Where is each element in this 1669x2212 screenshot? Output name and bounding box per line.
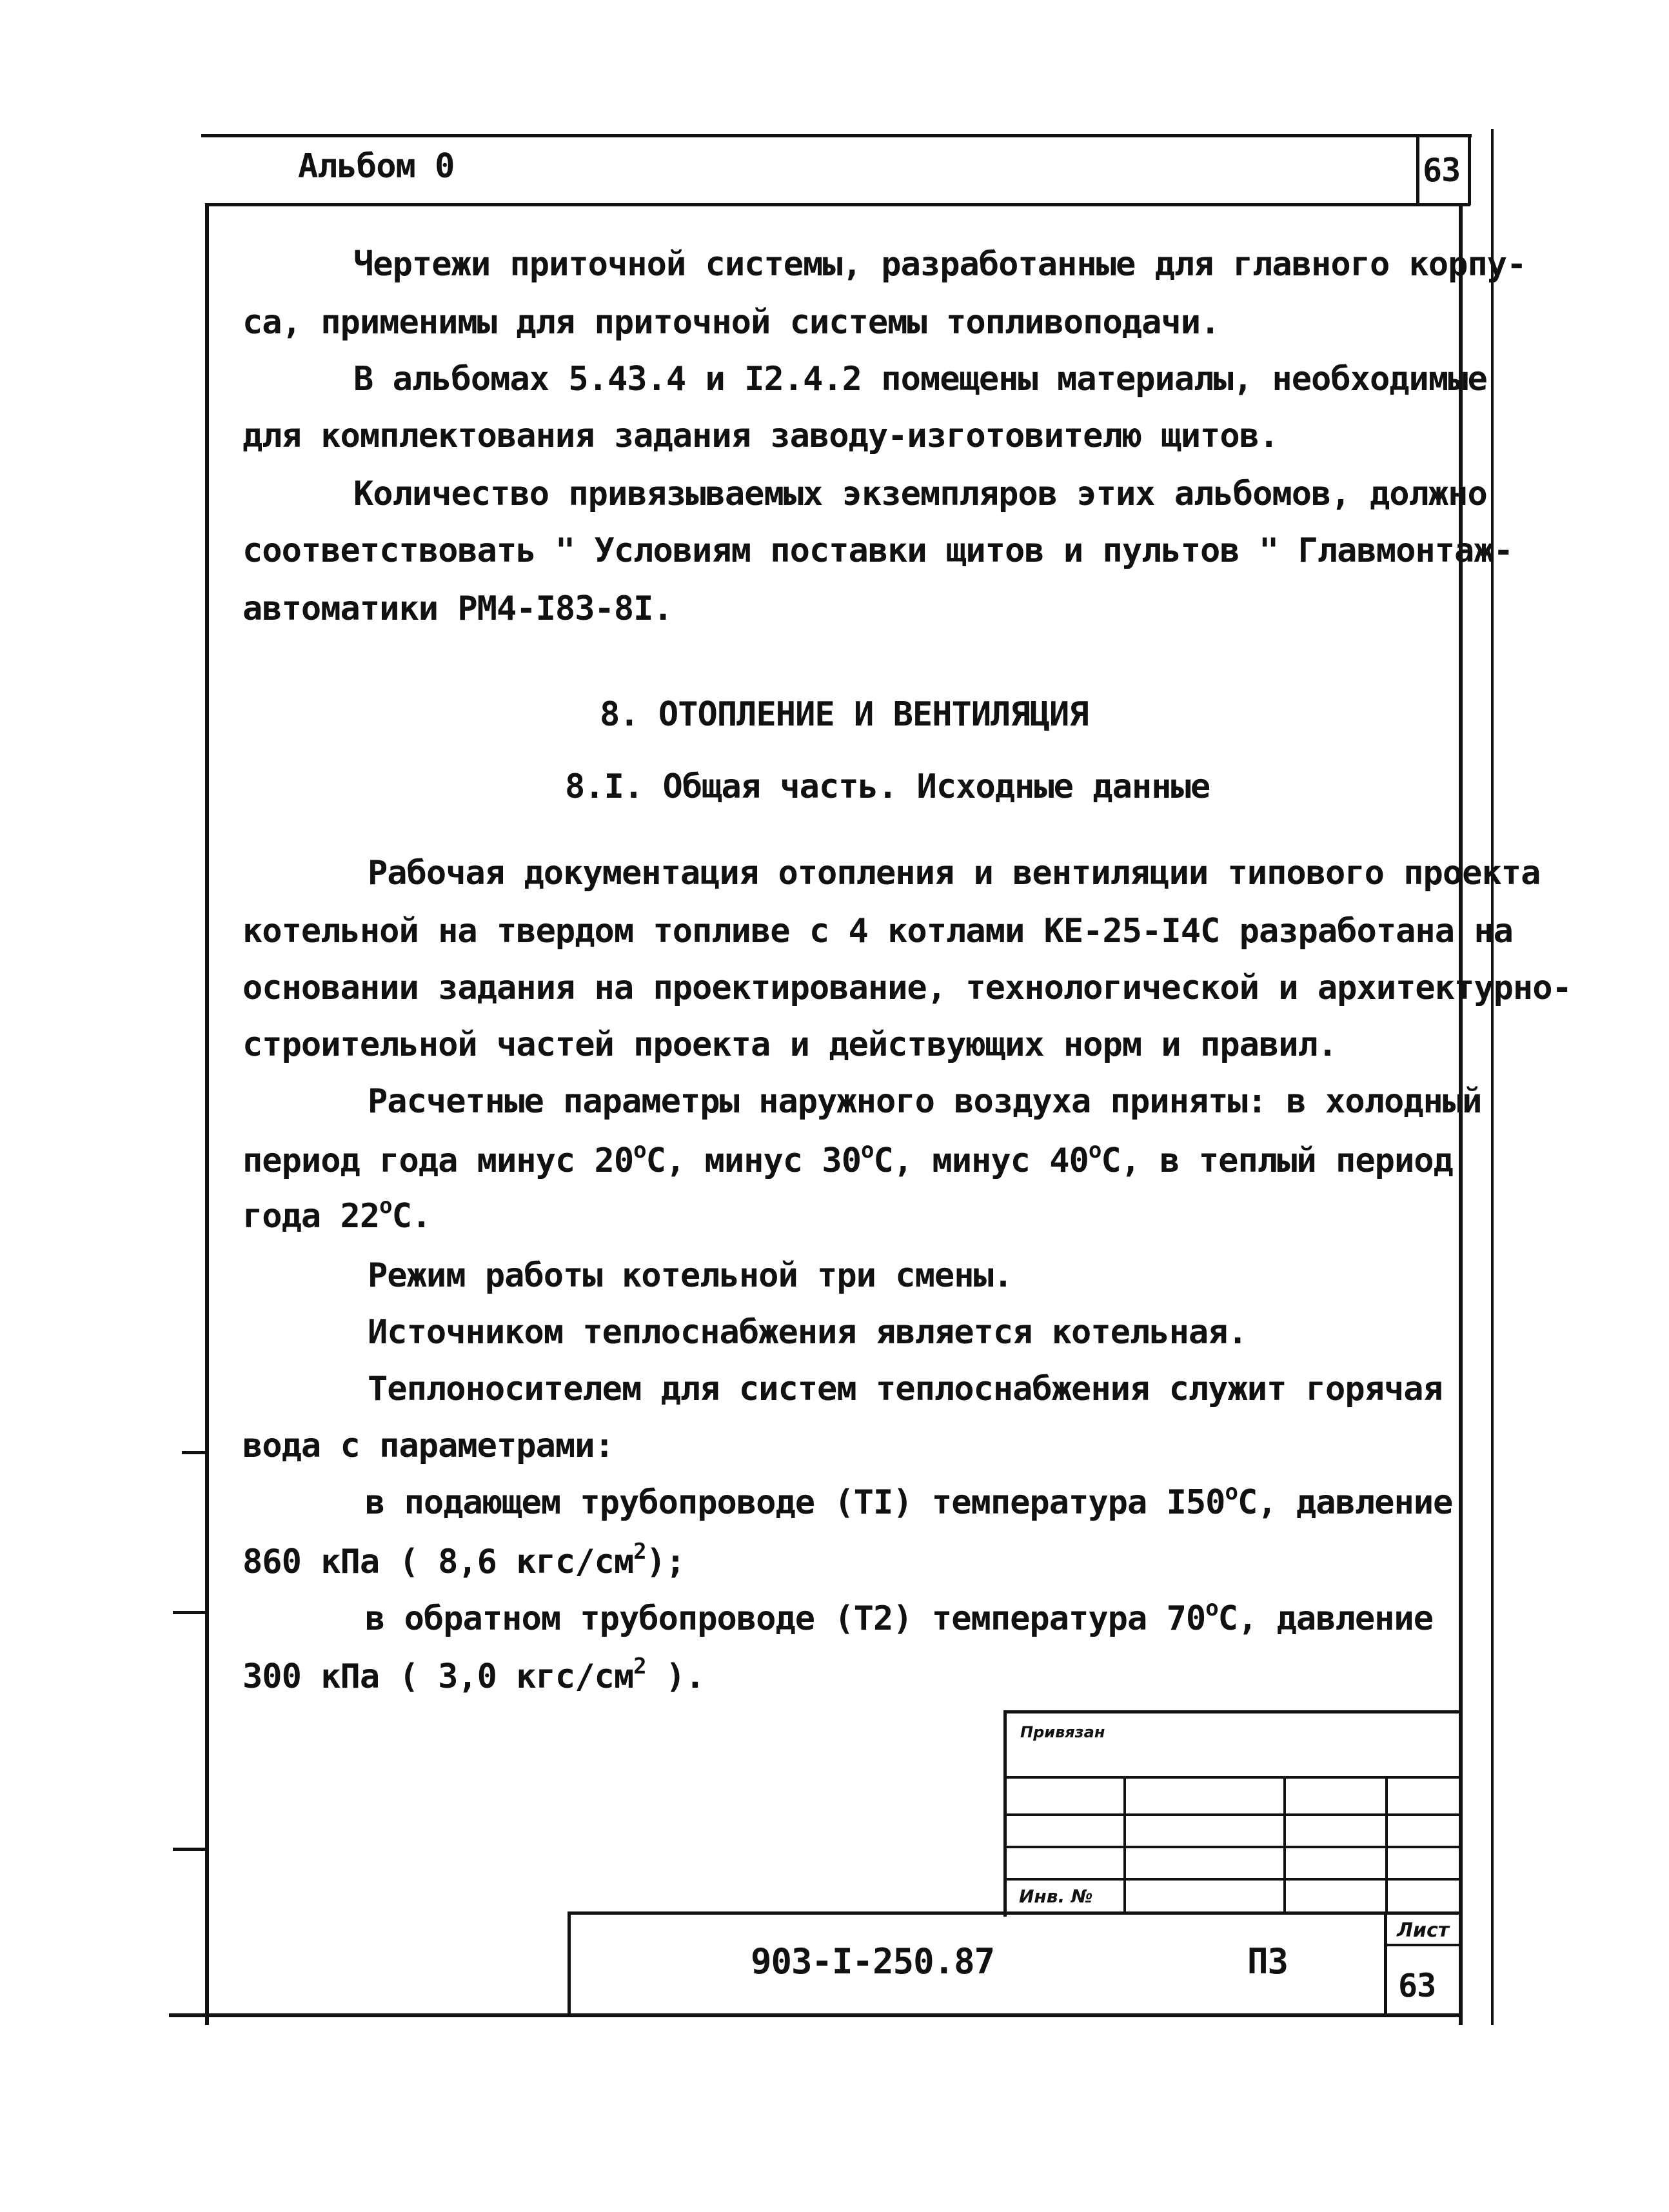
squared-sign: 2: [633, 1539, 646, 1565]
p8-line2: вода с параметрами:: [242, 1427, 614, 1465]
stamp-inv-no: Инв. №: [1019, 1886, 1093, 1907]
sheet-label: Лист: [1397, 1919, 1450, 1942]
degree-sign: о: [379, 1193, 392, 1219]
stamp-vline: [1283, 1776, 1286, 1913]
p2-line2: для комплектования задания заводу-изготовителю щитов.: [242, 417, 1279, 455]
p1-line2: са, применимы для приточной системы топливоподачи.: [242, 303, 1220, 342]
p4-line3: основании задания на проектирование, технологической и архитектурно-: [242, 969, 1572, 1007]
p9-line2: 860 кПа ( 8,6 кгс/$см^2$);: [242, 1539, 686, 1581]
section-title: 8. ОТОПЛЕНИЕ И ВЕНТИЛЯЦИЯ: [600, 695, 1089, 734]
p2-line1: В альбомах 5.43.4 и I2.4.2 помещены материалы, необходимые: [353, 360, 1487, 399]
margin-tick: [182, 1451, 206, 1454]
frame-left: [205, 203, 209, 2025]
page-box-right: [1468, 134, 1471, 205]
stamp-privyazan: Привязан: [1020, 1723, 1105, 1741]
subsection-title: 8.I. Общая часть. Исходные данные: [565, 767, 1210, 806]
p3-line2: соответствовать " Условиям поставки щитов и пультов " Главмонтаж-: [242, 531, 1513, 570]
frame-bottom: [169, 2013, 1461, 2017]
doc-code: 903-I-250.87: [751, 1941, 995, 1982]
degree-sign: о: [1205, 1595, 1218, 1621]
degree-sign: о: [1088, 1138, 1101, 1163]
stamp-hline: [1003, 1776, 1461, 1779]
frame-top: [206, 203, 1470, 206]
p10-line1: в обратном трубопроводе (Т2) температура $70^оС$, давление: [365, 1595, 1434, 1638]
title-block-left: [568, 1911, 571, 2016]
squared-sign: 2: [633, 1654, 646, 1679]
p5-line1: Расчетные параметры наружного воздуха приняты: в холодный: [368, 1082, 1482, 1121]
stamp-vline: [1123, 1776, 1126, 1913]
page-number: 63: [1423, 152, 1461, 189]
sheet-number: 63: [1398, 1967, 1436, 2004]
top-rule: [201, 134, 1472, 137]
p5-line2: период года минус $20^оС$, минус $30^оС$, минус $40^оС$, в теплый период: [242, 1138, 1453, 1180]
degree-sign: о: [861, 1138, 874, 1163]
p9-line1: в подающем трубопроводе (ТI) температура $I50^оС$, давление: [365, 1479, 1453, 1522]
p4-line4: строительной частей проекта и действующих норм и правил.: [242, 1025, 1338, 1064]
margin-tick: [173, 1848, 206, 1851]
margin-tick: [173, 1611, 206, 1614]
p8-line1: Теплоносителем для систем теплоснабжения служит горячая: [368, 1370, 1443, 1408]
stamp-hline: [1003, 1846, 1461, 1848]
p3-line1: Количество привязываемых экземпляров этих альбомов, должно: [353, 475, 1487, 513]
stamp-hline: [1003, 1878, 1461, 1881]
p6: Режим работы котельной три смены.: [368, 1256, 1013, 1295]
frame-right-outer: [1491, 129, 1494, 2025]
degree-sign: о: [1225, 1479, 1238, 1505]
p5-line3: года $22^оС$.: [242, 1193, 431, 1236]
sheet-box-mid: [1384, 1944, 1461, 1946]
stamp-top: [1003, 1710, 1461, 1713]
p10-line2: 300 кПа ( 3,0 кгс/$см^2$ ).: [242, 1654, 705, 1696]
p1-line1: Чертежи приточной системы, разработанные для главного корпу-: [353, 245, 1526, 284]
stamp-hline: [1003, 1813, 1461, 1816]
doc-type: ПЗ: [1247, 1941, 1289, 1982]
sheet-box-left: [1384, 1911, 1387, 2016]
title-block-top: [568, 1911, 1461, 1915]
p4-line1: Рабочая документация отопления и вентиляции типового проекта: [368, 854, 1541, 893]
stamp-vline: [1385, 1776, 1388, 1913]
p4-line2: котельной на твердом топливе с 4 котлами КЕ-25-I4С разработана на: [242, 912, 1513, 951]
album-title: Альбом 0: [298, 147, 455, 186]
degree-sign: о: [633, 1138, 646, 1163]
p3-line3: автоматики РМ4-I83-8I.: [242, 589, 673, 628]
page-box-left: [1416, 134, 1419, 205]
p7: Источником теплоснабжения является котельная.: [368, 1313, 1247, 1352]
